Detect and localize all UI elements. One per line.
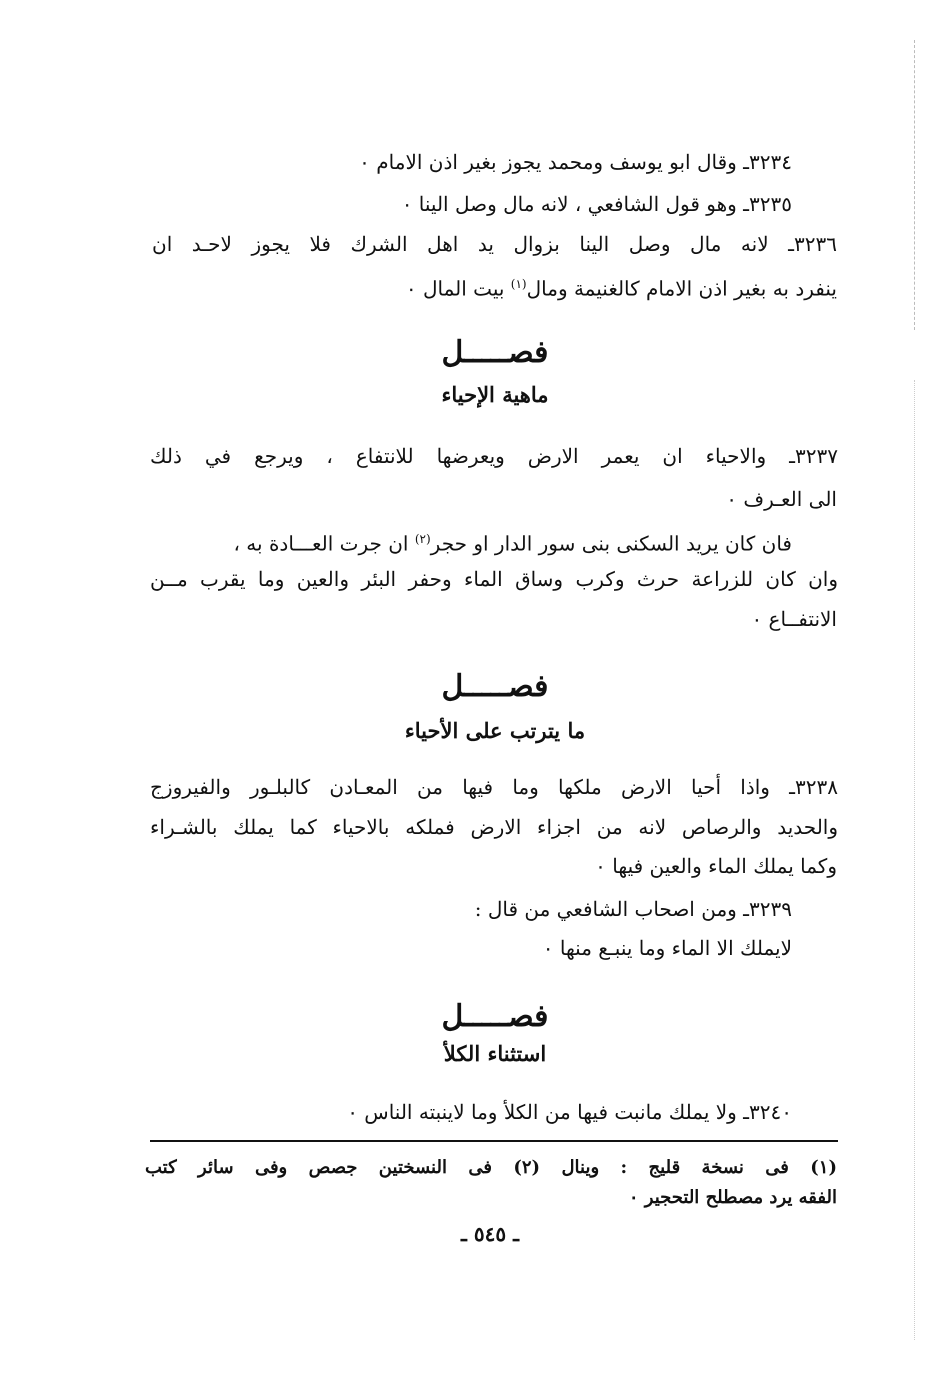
paragraph-3236-text-a: ينفرد به بغير اذن الامام كالغنيمة ومال [526,276,837,301]
paragraph-3237-line-2: الى العـرف ٠ [726,487,837,511]
footnote-ref-1: (١) [510,277,527,291]
footnote-line-2: الفقه يرد مصطلح التحجير ٠ [628,1187,837,1208]
section-3-label: فصـــــل [441,999,549,1034]
paragraph-3237-line-1: ٣٢٣٧ـ والاحياء ان يعمر الارض ويعرضها للانتفاع ، ويرجع في ذلك [150,444,838,468]
paragraph-3237-line-5: الانتفــاع ٠ [751,607,837,631]
paragraph-3238-line-1: ٣٢٣٨ـ واذا أحيا الارض ملكها وما فيها من المعـادن كالبلـور والفيروزج [150,775,838,799]
paragraph-3240: ٣٢٤٠ـ ولا يملك مانبت فيها من الكلأ وما لاينبته الناس ٠ [347,1100,792,1124]
footnote-line-1: (١) فى نسخة قليج : وينال (٢) فى النسختين جصص وفى سائر كتب [145,1157,837,1178]
scan-edge-line [914,380,915,1340]
section-3-title: استثناء الكلأ [443,1041,547,1066]
paragraph-3238-line-3: وكما يملك الماء والعين فيها ٠ [595,854,837,878]
paragraph-3235: ٣٢٣٥ـ وهو قول الشافعي ، لانه مال وصل الينا ٠ [401,192,792,216]
scan-edge-line [914,40,915,330]
paragraph-3237-line-3 [233,525,792,558]
paragraph-3236-text-b: بيت المال ٠ [405,276,511,301]
paragraph-3237-line-4: وان كان للزراعة حرث وكرب وساق الماء وحفر البئر والعين وما يقرب مــن [150,567,838,591]
footnote-ref-2: (٢) [414,532,431,546]
paragraph-3239-line-1: ٣٢٣٩ـ ومن اصحاب الشافعي من قال : [474,897,792,921]
paragraph-3234: ٣٢٣٤ـ وقال ابو يوسف ومحمد يجوز بغير اذن الامام ٠ [359,150,792,174]
paragraph-3239-line-2: لايملك الا الماء وما ينبـع منها ٠ [542,936,792,960]
section-1-title: ماهية الإحياء [441,382,549,407]
page-number: ـ ٥٤٥ ـ [461,1222,519,1246]
section-2-title: ما يترتب على الأحياء [404,718,586,743]
section-2-label: فصـــــل [441,669,549,704]
paragraph-3237-text-a: فان كان يريد السكنى بنى سور الدار او حجر [430,531,792,556]
paragraph-3237-text-b: ان جرت العـــادة به ، [233,531,415,556]
paragraph-3236-line-1: ٣٢٣٦ـ لانه مال وصل الينا بزوال يد اهل الشرك فلا يجوز لاحـد ان [152,232,837,256]
footnote-separator [150,1140,838,1142]
section-1-label: فصـــــل [441,335,549,370]
paragraph-3236-line-2 [406,270,837,303]
paragraph-3238-line-2: والحديد والرصاص لانه من اجزاء الارض فملكه بالاحياء كما يملك بالشـراء [150,815,838,839]
